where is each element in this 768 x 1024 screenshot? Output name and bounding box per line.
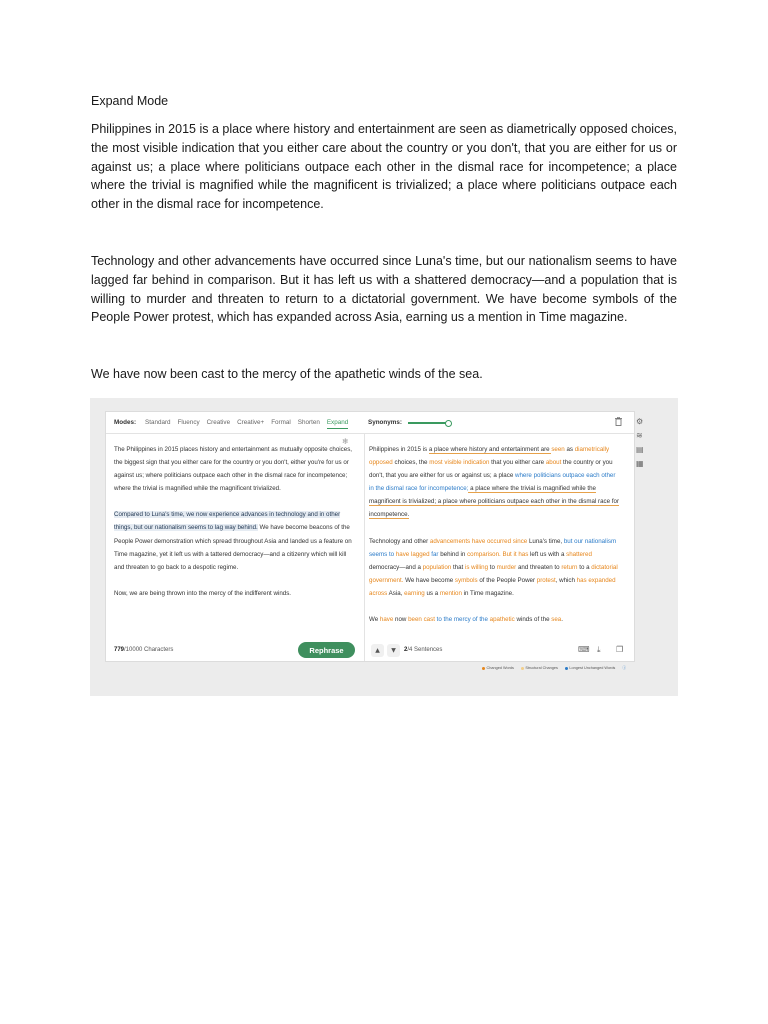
synonyms-label: Synonyms: bbox=[368, 419, 402, 426]
output-paragraph-2 bbox=[369, 535, 621, 600]
mode-creative[interactable]: Creative bbox=[206, 419, 231, 426]
sentence-current: 2 bbox=[404, 647, 408, 653]
doc-paragraph-2: Technology and other advancements have occurred since Luna's time, but our nationalism seems to have lagged far behind in comparison. But it has left us with a shattered democracy—and a population that is willing to murder and threaten to return to a dictatorial government. We have become symbols of the People Power protest, which has expanded across Asia, earning us a mention in Time magazine. bbox=[91, 253, 677, 325]
side-toolbar bbox=[636, 415, 646, 471]
output-segment: Luna's time, bbox=[527, 537, 564, 545]
output-segment[interactable]: most visible indication bbox=[429, 459, 490, 467]
legend-unchanged: Longest Unchanged Words bbox=[565, 666, 615, 671]
output-segment: now bbox=[393, 616, 409, 624]
legend bbox=[482, 666, 626, 671]
output-segment[interactable]: apathetic bbox=[489, 616, 515, 624]
output-segment: democracy—and a bbox=[369, 563, 423, 571]
output-segment: behind in bbox=[438, 550, 468, 558]
output-segment: as bbox=[564, 446, 575, 453]
mode-expand[interactable]: Expand bbox=[327, 419, 348, 429]
output-segment: that you either care bbox=[489, 459, 546, 467]
output-segment: winds of the bbox=[514, 616, 552, 624]
output-segment[interactable]: is willing bbox=[464, 563, 489, 571]
document-icon[interactable]: ▤ bbox=[636, 445, 644, 454]
embedded-screenshot bbox=[90, 398, 678, 696]
modes-label: Modes: bbox=[114, 419, 137, 426]
output-paragraph-1 bbox=[369, 443, 621, 522]
mode-standard[interactable]: Standard bbox=[145, 419, 171, 426]
output-paragraph-3 bbox=[369, 613, 621, 626]
output-segment[interactable]: has expanded across bbox=[369, 576, 616, 597]
output-segment[interactable]: where politicians outpace each other in the dismal race for incompetence; bbox=[369, 472, 616, 493]
output-text-pane[interactable] bbox=[369, 443, 621, 639]
output-segment: We have become bbox=[403, 576, 455, 584]
mode-formal[interactable]: Formal bbox=[271, 419, 291, 426]
legend-structural: Structural Changes bbox=[521, 666, 558, 671]
output-segment[interactable]: to the mercy of the bbox=[434, 616, 490, 624]
freeze-words-icon[interactable]: ❄ bbox=[342, 437, 349, 446]
output-segment[interactable]: earning bbox=[404, 589, 425, 597]
input-paragraph-1: The Philippines in 2015 places history and entertainment as mutually opposite choices, the biggest sign that you either care for the country or you don't, either you're for us or against us; where politicians outpace each other in the dismal race for incompetence; where the trivial is magnified while the magnificent trivialized. bbox=[114, 446, 353, 493]
sentence-counter bbox=[404, 647, 442, 653]
settings-icon[interactable]: ⚙ bbox=[636, 417, 644, 426]
output-segment[interactable]: have bbox=[379, 616, 394, 624]
copy-icon[interactable]: ❐ bbox=[616, 645, 624, 654]
output-segment: Asia, bbox=[387, 589, 405, 597]
output-segment: to a bbox=[577, 563, 592, 571]
structural-dot-icon bbox=[521, 667, 524, 670]
doc-paragraph-1: Philippines in 2015 is a place where history and entertainment are seen as diametrically opposed choices, the most visible indication that you either care about the country or you don't, that you are either for us or against us; a place where politicians outpace each other in the dismal race for incompetence; a place where the trivial is magnified while the magnificent is trivialized; a place where politicians outpace each other in the dismal race for incompetence. bbox=[91, 122, 677, 212]
output-segment[interactable]: advancements have occurred since bbox=[429, 537, 528, 545]
synonyms-slider-handle[interactable] bbox=[445, 420, 452, 427]
output-segment[interactable]: but our nationalism seems to bbox=[369, 537, 617, 558]
synonyms-slider-track[interactable] bbox=[408, 422, 448, 424]
output-segment: . bbox=[561, 616, 563, 624]
output-segment: in Time magazine. bbox=[461, 589, 514, 597]
chevron-up-icon[interactable]: ▲ bbox=[371, 644, 384, 657]
input-paragraph-3: Now, we are being thrown into the mercy of the indifferent winds. bbox=[114, 589, 292, 597]
output-segment: the country or you don't, that you are either for us or against us; a place bbox=[369, 459, 613, 480]
output-segment: that bbox=[451, 563, 465, 571]
output-segment[interactable]: has bbox=[516, 550, 531, 558]
changed-dot-icon bbox=[482, 667, 485, 670]
output-segment[interactable]: symbols bbox=[454, 576, 478, 584]
mode-list bbox=[145, 419, 348, 429]
output-segment[interactable]: comparison. But it bbox=[467, 550, 517, 558]
output-segment: of the People Power bbox=[477, 576, 537, 584]
output-segment[interactable]: far bbox=[431, 550, 439, 558]
output-segment: , which bbox=[555, 576, 577, 584]
output-segment[interactable]: sea bbox=[551, 616, 562, 624]
mode-creative-plus[interactable]: Creative+ bbox=[237, 419, 265, 426]
character-count bbox=[114, 647, 173, 653]
output-segment[interactable]: dictatorial government. bbox=[369, 563, 618, 584]
stats-icon[interactable]: ≋ bbox=[636, 431, 643, 440]
output-segment[interactable]: mention bbox=[439, 589, 462, 597]
mode-toolbar bbox=[106, 412, 634, 434]
chevron-down-icon[interactable]: ▼ bbox=[387, 644, 400, 657]
output-segment: Technology and other bbox=[369, 537, 430, 545]
input-paragraph-2 bbox=[114, 508, 354, 573]
trash-icon[interactable] bbox=[615, 417, 622, 428]
character-count-value: 779 bbox=[114, 647, 125, 653]
doc-paragraph-3: We have now been cast to the mercy of the apathetic winds of the sea. bbox=[91, 367, 483, 382]
info-icon[interactable]: ⓘ bbox=[622, 666, 627, 670]
output-segment[interactable]: have lagged bbox=[394, 550, 432, 558]
input-paragraph-2-rest: We have become beacons of the People Power demonstration which spread throughout Asia and landed us a feature on Time magazine, yet it left us with a tattered democracy—and a citizenry which will kill and threaten to go back to a despotic regime. bbox=[114, 524, 352, 571]
output-segment[interactable]: a place where history and entertainment are bbox=[428, 446, 552, 453]
output-segment: and threaten to bbox=[516, 563, 562, 571]
paraphraser-panel bbox=[105, 411, 635, 662]
output-segment: left us with a bbox=[530, 550, 567, 558]
mode-shorten[interactable]: Shorten bbox=[297, 419, 320, 426]
output-segment: Philippines in 2015 is bbox=[369, 446, 429, 453]
compare-icon[interactable]: ▦ bbox=[636, 459, 644, 468]
character-limit: /10000 Characters bbox=[124, 647, 174, 653]
document-body bbox=[91, 94, 677, 384]
doc-heading: Expand Mode bbox=[91, 94, 169, 108]
output-segment[interactable]: population bbox=[422, 563, 452, 571]
output-segment[interactable]: diametrically opposed bbox=[369, 446, 610, 467]
output-segment: We bbox=[369, 616, 380, 624]
input-text-pane[interactable] bbox=[114, 443, 354, 613]
output-segment[interactable]: protest bbox=[536, 576, 556, 584]
pane-divider bbox=[364, 433, 365, 661]
mode-fluency[interactable]: Fluency bbox=[177, 419, 200, 426]
output-segment[interactable]: return bbox=[561, 563, 578, 571]
sentence-total: /4 Sentences bbox=[407, 647, 443, 653]
download-icon[interactable]: ⤓ bbox=[597, 645, 601, 654]
legend-changed: Changed Words bbox=[482, 666, 514, 671]
output-segment[interactable]: murder bbox=[496, 563, 517, 571]
bottom-toolbar bbox=[106, 641, 634, 661]
output-segment[interactable]: about bbox=[545, 459, 562, 467]
rephrase-button[interactable]: Rephrase bbox=[298, 642, 355, 658]
unchanged-dot-icon bbox=[565, 667, 568, 670]
input-highlighted-sentence: Compared to Luna's time, we now experience advances in technology and in other things, but our nationalism seems to lag way behind. bbox=[114, 511, 341, 532]
output-segment[interactable]: been cast bbox=[408, 616, 435, 624]
output-segment[interactable]: shattered bbox=[566, 550, 592, 558]
output-segment[interactable]: seen bbox=[551, 446, 565, 453]
keyboard-icon[interactable]: ⌨ bbox=[578, 645, 590, 654]
output-segment: us a bbox=[424, 589, 440, 597]
output-segment[interactable]: a place where the trivial is magnified while the magnificent is trivialized; a place where politicians outpace each other in the dismal race for incompetence. bbox=[369, 485, 620, 519]
output-segment: choices, the bbox=[392, 459, 430, 467]
output-segment: to bbox=[488, 563, 497, 571]
